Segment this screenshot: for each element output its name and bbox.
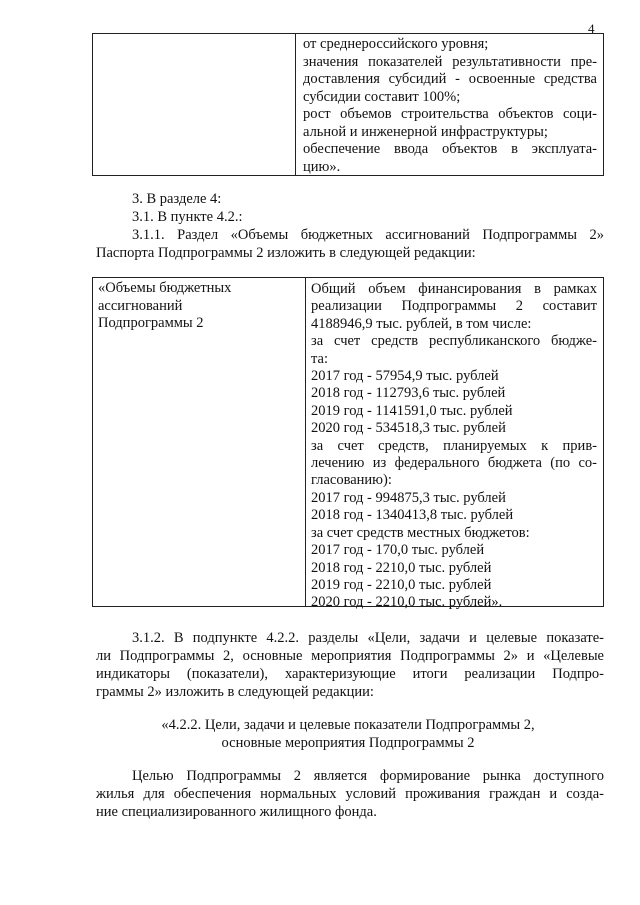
goal-paragraph-line: Целью Подпрограммы 2 является формирование рынка доступного [132, 768, 604, 784]
table-text-line: 2017 год - 57954,9 тыс. рублей [311, 368, 499, 385]
financing-table [92, 277, 604, 611]
table-text-line: субсидии составит 100%; [303, 88, 461, 105]
table-text-line: за счет средств местных бюджетов: [311, 524, 530, 541]
item-312-line: граммы 2» изложить в следующей редакции: [96, 684, 374, 700]
table-text-line: 2019 год - 2210,0 тыс. рублей [311, 576, 492, 593]
table-text-line: значения показателей результативности пре- [303, 53, 597, 70]
financing-table-right-cell [311, 281, 597, 612]
table-text-line: гласованию): [311, 472, 392, 489]
table-text-line: 2020 год - 2210,0 тыс. рублей». [311, 594, 503, 611]
table-text-line: цию». [303, 158, 341, 175]
table-label-line: «Объемы бюджетных [98, 280, 232, 296]
item-311-line: Паспорта Подпрограммы 2 изложить в следующей редакции: [96, 245, 476, 261]
table-text-line: рост объемов строительства объектов соци- [303, 106, 597, 122]
page-number: 4 [588, 21, 595, 36]
table-text-line: 2017 год - 994875,3 тыс. рублей [311, 489, 506, 506]
table-text-line: за счет средств, планируемых к прив- [311, 437, 597, 454]
table-text-line: Общий объем финансирования в рамках [311, 281, 597, 297]
table-text-line: 2019 год - 1141591,0 тыс. рублей [311, 402, 513, 419]
continuation-table-right-cell [303, 36, 597, 176]
table-text-line: 2020 год - 534518,3 тыс. рублей [311, 420, 506, 437]
item-311-line: 3.1.1. Раздел «Объемы бюджетных ассигнований Подпрограммы 2» [132, 227, 604, 243]
item-312-line: 3.1.2. В подпункте 4.2.2. разделы «Цели, задачи и целевые показате- [132, 630, 604, 646]
table-text-line: за счет средств республиканского бюдже- [311, 333, 597, 350]
continuation-table [92, 33, 604, 176]
table-text-line: альной и инженерной инфраструктуры; [303, 123, 548, 140]
table-text-line: 2017 год - 170,0 тыс. рублей [311, 542, 485, 559]
goal-paragraph-line: жилья для обеспечения нормальных условий проживания граждан и созда- [96, 786, 604, 802]
table-text-line: доставления субсидий - освоенные средства [303, 71, 597, 87]
continuation-table-left-cell [93, 34, 296, 175]
table-text-line: 4188946,9 тыс. рублей, в том числе: [311, 315, 532, 332]
table-text-line: 2018 год - 1340413,8 тыс. рублей [311, 507, 514, 524]
table-text-line: 2018 год - 112793,6 тыс. рублей [311, 385, 506, 402]
table-text-line: обеспечение ввода объектов в эксплуата- [303, 141, 597, 157]
section-heading: 3. В разделе 4: [132, 191, 222, 207]
subsection-heading: 3.1. В пункте 4.2.: [132, 209, 243, 225]
table-label-line: ассигнований [98, 297, 183, 314]
goal-paragraph-line: ние специализированного жилищного фонда. [96, 804, 377, 820]
table-text-line: 2018 год - 2210,0 тыс. рублей [311, 559, 492, 576]
item-312-line: индикаторы (показатели), характеризующие итоги реализации Подпро- [96, 666, 604, 682]
table-label-line: Подпрограммы 2 [98, 315, 204, 331]
heading-422 [92, 717, 604, 752]
financing-table-left-cell [93, 278, 306, 606]
heading-422-line: основные мероприятия Подпрограммы 2 [221, 734, 475, 751]
table-text-line: лечению из федерального бюджета (по со- [311, 455, 597, 472]
table-text-line: та: [311, 350, 328, 367]
table-text-line: от среднероссийского уровня; [303, 36, 489, 52]
item-312-line: ли Подпрограммы 2, основные мероприятия Подпрограммы 2» и «Целевые [96, 648, 604, 664]
table-text-line: реализации Подпрограммы 2 составит [311, 298, 597, 315]
heading-422-line: «4.2.2. Цели, задачи и целевые показатели Подпрограммы 2, [161, 717, 535, 733]
